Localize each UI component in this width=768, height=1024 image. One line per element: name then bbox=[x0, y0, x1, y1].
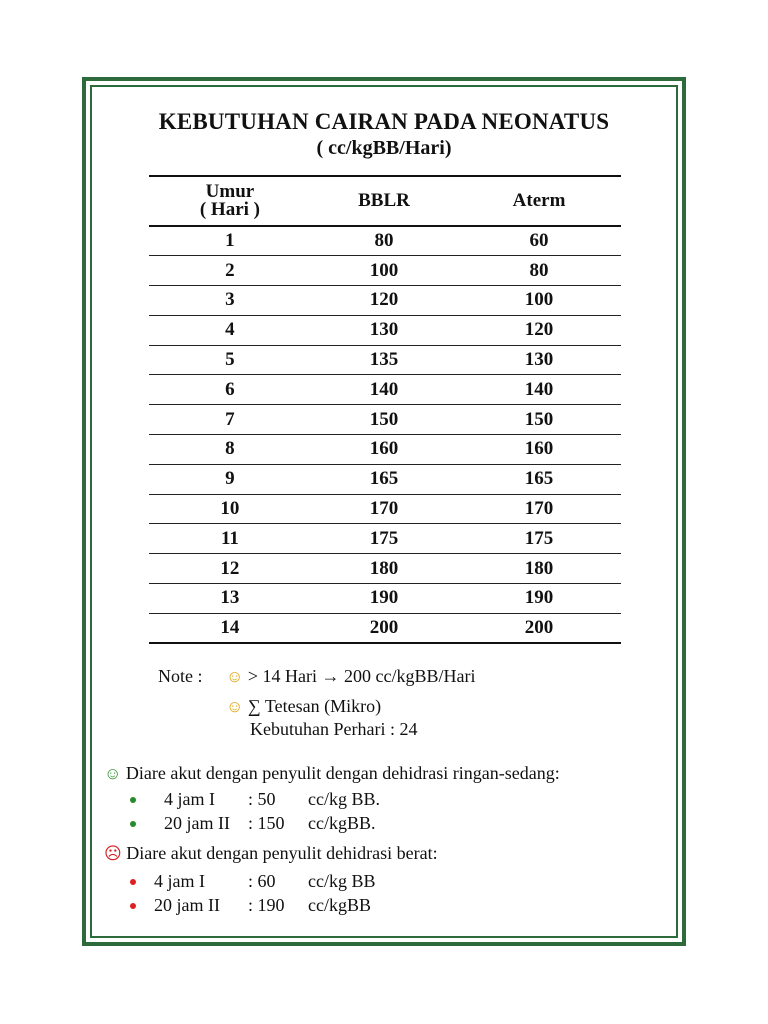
cell-aterm: 170 bbox=[524, 498, 554, 520]
cell-bblr: 135 bbox=[369, 349, 399, 371]
list-item-unit: cc/kgBB bbox=[308, 895, 371, 915]
table-row bbox=[149, 315, 621, 345]
note-label: Note : bbox=[158, 666, 203, 686]
cell-aterm: 140 bbox=[524, 378, 554, 400]
cell-umur: 7 bbox=[225, 408, 235, 430]
cell-umur: 11 bbox=[220, 527, 239, 549]
list-item: 20 jam II bbox=[164, 813, 230, 833]
note-line-2: ☺ ∑ Tetesan (Mikro) bbox=[226, 696, 382, 716]
cell-bblr: 180 bbox=[369, 557, 399, 579]
cell-aterm: 160 bbox=[524, 438, 554, 460]
cell-aterm: 175 bbox=[524, 527, 554, 549]
bullet-icon bbox=[130, 903, 136, 909]
bullet-icon bbox=[130, 821, 136, 827]
cell-aterm: 190 bbox=[524, 587, 554, 609]
table-row bbox=[149, 375, 621, 405]
table-row bbox=[149, 464, 621, 494]
table-row bbox=[149, 554, 621, 584]
section-ringan-sedang-heading: ☺ Diare akut dengan penyulit dengan dehidrasi ringan-sedang: bbox=[104, 763, 560, 783]
cell-aterm: 180 bbox=[524, 557, 554, 579]
bullet-icon bbox=[130, 879, 136, 885]
table-row bbox=[149, 584, 621, 614]
cell-umur: 8 bbox=[225, 438, 235, 460]
cell-aterm: 200 bbox=[524, 617, 554, 638]
table-row bbox=[149, 256, 621, 286]
list-item: 20 jam II bbox=[154, 895, 220, 915]
header-umur: Umur ( Hari ) bbox=[199, 181, 260, 220]
table-row bbox=[149, 226, 621, 256]
cell-aterm: 150 bbox=[524, 408, 554, 430]
cell-bblr: 100 bbox=[369, 259, 399, 281]
cell-aterm: 60 bbox=[529, 230, 549, 252]
bullet-icon bbox=[130, 797, 136, 803]
cell-bblr: 160 bbox=[369, 438, 399, 460]
cell-umur: 5 bbox=[225, 349, 235, 371]
cell-bblr: 190 bbox=[369, 587, 399, 609]
table-row bbox=[149, 405, 621, 435]
section-berat-heading: ☹ Diare akut dengan penyulit dehidrasi berat: bbox=[104, 843, 438, 863]
smiley-icon: ☺ bbox=[226, 667, 244, 686]
list-item: 4 jam I bbox=[164, 789, 215, 809]
cell-umur: 3 bbox=[225, 289, 235, 311]
neutral-face-icon: ☺ bbox=[104, 764, 122, 783]
smiley-icon: ☺ bbox=[226, 697, 244, 716]
cell-umur: 10 bbox=[220, 498, 240, 520]
table-row bbox=[149, 494, 621, 524]
cell-aterm: 120 bbox=[524, 319, 554, 341]
note-line-1: ☺ > 14 Hari → 200 cc/kgBB/Hari bbox=[226, 666, 476, 686]
cell-umur: 1 bbox=[225, 230, 235, 252]
cell-umur: 9 bbox=[225, 468, 235, 490]
cell-bblr: 165 bbox=[369, 468, 399, 490]
cell-bblr: 80 bbox=[374, 230, 394, 252]
cell-bblr: 120 bbox=[369, 289, 399, 311]
cell-bblr: 150 bbox=[369, 408, 399, 430]
note-line-3: Kebutuhan Perhari : 24 bbox=[250, 719, 418, 739]
cell-aterm: 165 bbox=[524, 468, 554, 490]
cell-bblr: 170 bbox=[369, 498, 399, 520]
table-header-row bbox=[149, 176, 621, 226]
cell-umur: 12 bbox=[220, 557, 240, 579]
cell-umur: 6 bbox=[225, 378, 235, 400]
list-item-value: : 150 bbox=[248, 813, 285, 833]
list-item-value: : 60 bbox=[248, 871, 276, 891]
frown-face-icon: ☹ bbox=[104, 844, 122, 863]
cell-aterm: 100 bbox=[524, 289, 554, 311]
cell-bblr: 200 bbox=[369, 617, 399, 638]
cell-umur: 4 bbox=[225, 319, 235, 341]
page-title: KEBUTUHAN CAIRAN PADA NEONATUS bbox=[158, 109, 610, 134]
page-subtitle: ( cc/kgBB/Hari) bbox=[316, 137, 452, 159]
header-bblr: BBLR bbox=[358, 190, 410, 211]
document-frame bbox=[82, 77, 686, 946]
table-body bbox=[149, 226, 621, 643]
table-row bbox=[149, 345, 621, 375]
list-item: 4 jam I bbox=[154, 871, 205, 891]
cell-bblr: 175 bbox=[369, 527, 399, 549]
cell-umur: 2 bbox=[225, 259, 235, 281]
document-body bbox=[86, 81, 682, 942]
cell-aterm: 80 bbox=[529, 259, 549, 281]
cell-umur: 14 bbox=[220, 617, 240, 638]
fluid-needs-table bbox=[149, 175, 621, 644]
cell-umur: 13 bbox=[220, 587, 240, 609]
cell-bblr: 140 bbox=[369, 378, 399, 400]
list-item-value: : 50 bbox=[248, 789, 276, 809]
cell-bblr: 130 bbox=[369, 319, 399, 341]
table-row bbox=[149, 286, 621, 316]
list-item-unit: cc/kgBB. bbox=[308, 813, 376, 833]
list-item-unit: cc/kg BB. bbox=[308, 789, 380, 809]
list-item-value: : 190 bbox=[248, 895, 285, 915]
table-row bbox=[149, 524, 621, 554]
header-aterm: Aterm bbox=[512, 190, 566, 211]
list-item-unit: cc/kg BB bbox=[308, 871, 376, 891]
table-row bbox=[149, 613, 621, 643]
table-row bbox=[149, 435, 621, 465]
cell-aterm: 130 bbox=[524, 349, 554, 371]
